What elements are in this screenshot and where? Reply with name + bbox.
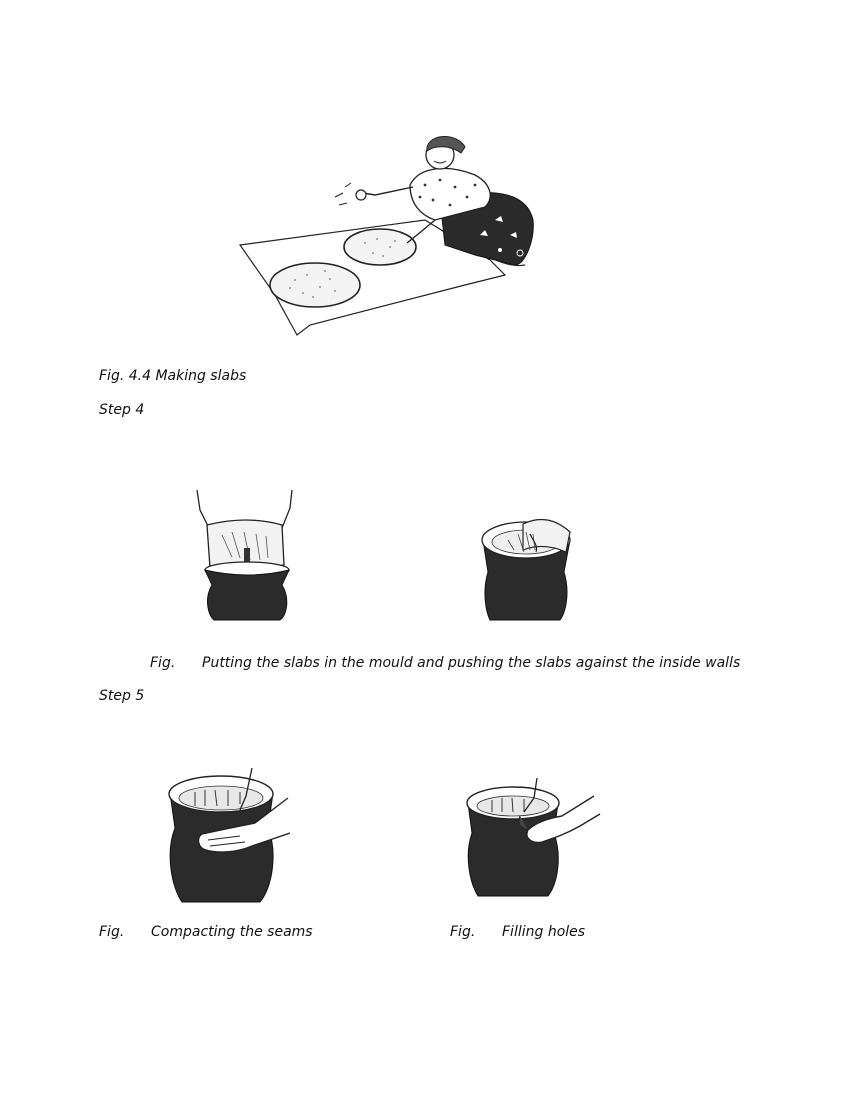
caption-fig-seams: [99, 924, 313, 940]
caption-fig-text: Putting the slabs in the mould and pushing the slabs against the inside walls: [202, 655, 741, 671]
caption-fig-holes: [450, 924, 585, 940]
caption-fig-4-4: Fig. 4.4 Making slabs: [99, 368, 247, 384]
slabs-against-walls-illustration: [478, 512, 578, 627]
filling-holes-illustration: [462, 778, 602, 903]
caption-fig-text: Compacting the seams: [151, 924, 313, 940]
caption-step-4: Step 4: [99, 402, 145, 418]
making-slabs-illustration: [235, 125, 545, 340]
caption-fig-mould: [150, 655, 740, 671]
caption-fig-label: Fig.: [150, 655, 176, 671]
caption-fig-label: Fig.: [450, 924, 476, 940]
caption-step-5: Step 5: [99, 688, 145, 704]
compacting-seams-illustration: [160, 768, 290, 908]
caption-fig-text: Filling holes: [502, 924, 586, 940]
caption-fig-label: Fig.: [99, 924, 125, 940]
slabs-in-mould-illustration: [192, 490, 302, 630]
